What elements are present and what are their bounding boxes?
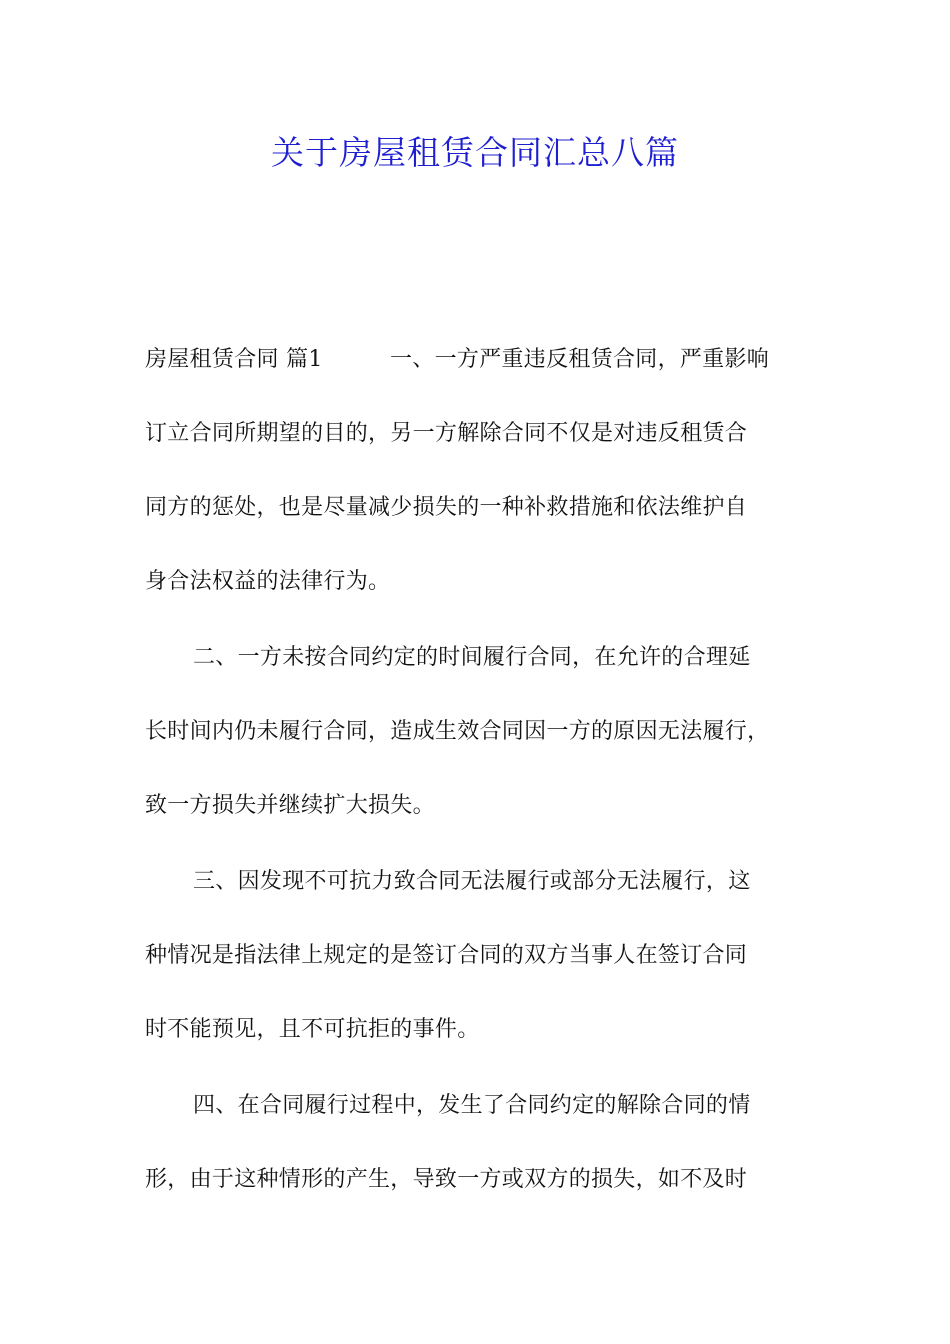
body-line-12: 形，由于这种情形的产生，导致一方或双方的损失，如不及时 <box>145 1167 748 1192</box>
section-heading: 房屋租赁合同 篇1 <box>145 347 323 372</box>
body-text: 三、因发现不可抗力致合同无法履行或部分无法履行，这 <box>193 869 751 894</box>
body-line-7: 致一方损失并继续扩大损失。 <box>145 793 435 818</box>
body-line-6: 长时间内仍未履行合同，造成生效合同因一方的原因无法履行， <box>145 719 770 744</box>
body-line-4: 身合法权益的法律行为。 <box>145 569 391 594</box>
body-text: 二、一方未按合同约定的时间履行合同，在允许的合理延 <box>193 645 751 670</box>
body-line-10: 时不能预见，且不可抗拒的事件。 <box>145 1017 480 1042</box>
document-title: 关于房屋租赁合同汇总八篇 <box>271 133 679 172</box>
body-text: 四、在合同履行过程中，发生了合同约定的解除合同的情 <box>193 1093 751 1118</box>
body-line-5 <box>145 638 751 678</box>
body-line-9: 种情况是指法律上规定的是签订合同的双方当事人在签订合同 <box>145 943 748 968</box>
body-line-3: 同方的惩处，也是尽量减少损失的一种补救措施和依法维护自 <box>145 495 748 520</box>
body-line-1 <box>145 340 769 380</box>
body-line-11 <box>145 1086 751 1126</box>
body-line-8 <box>145 862 751 902</box>
body-text: 一、一方严重违反租赁合同，严重影响 <box>390 347 770 372</box>
body-line-2: 订立合同所期望的目的，另一方解除合同不仅是对违反租赁合 <box>145 421 748 446</box>
